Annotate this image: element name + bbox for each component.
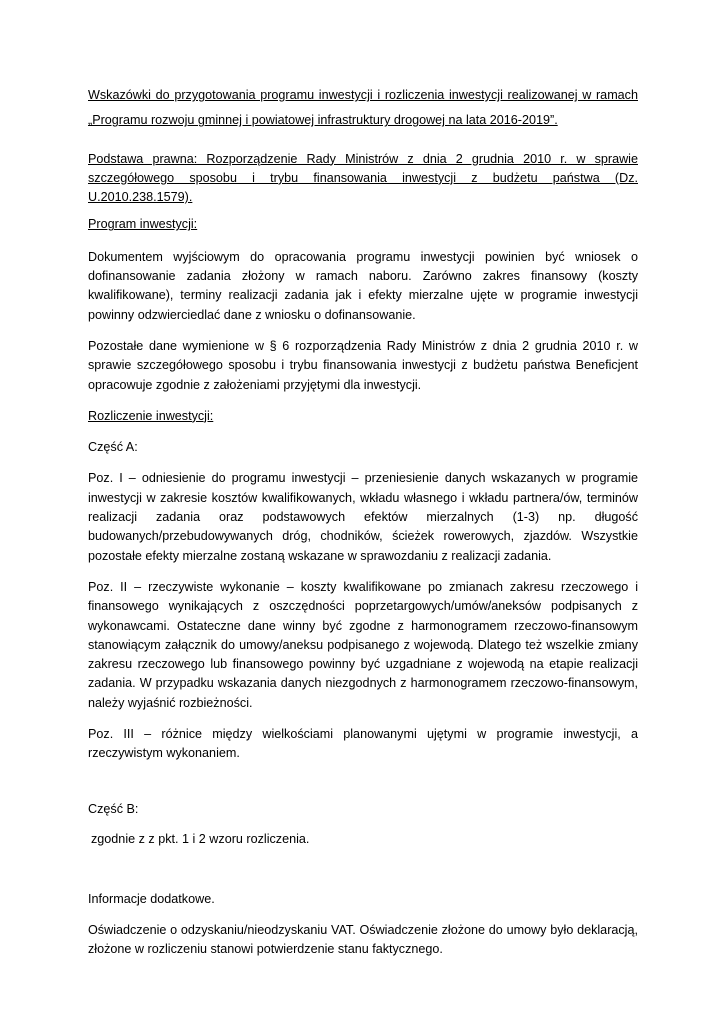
document-page: [88, 86, 638, 959]
part-b-text: zgodnie z z pkt. 1 i 2 wzoru rozliczenia.: [91, 831, 310, 846]
part-b-label: Część B:: [88, 801, 139, 816]
document-title-line-1: Wskazówki do przygotowania programu inwestycji i rozliczenia inwestycji realizowanej w ramach: [88, 88, 638, 102]
program-heading: Program inwestycji:: [88, 217, 198, 232]
program-paragraph-2: Pozostałe dane wymienione w § 6 rozporządzenia Rady Ministrów z dnia 2 grudnia 2010 r. w sprawie szczegółowego sposobu i trybu finansowania inwestycji z budżetu państwa Beneficjent opracowuje zgodnie z założeniami przyjętymi dla inwestycji.: [88, 338, 638, 392]
additional-info-heading: Informacje dodatkowe.: [88, 892, 215, 907]
document-title-line-2: „Programu rozwoju gminnej i powiatowej infrastruktury drogowej na lata 2016-2019”.: [88, 113, 558, 128]
part-a-label: Część A:: [88, 440, 138, 455]
settlement-heading: Rozliczenie inwestycji:: [88, 408, 214, 423]
part-a-position-1: Poz. I – odniesienie do programu inwestycji – przeniesienie danych wskazanych w programie inwestycji w zakresie kosztów kwalifikowanych, wkładu własnego i wkładu partnera/ów, terminów realizacji zadania oraz podstawowych efektów mierzalnych (1-3) np. długość budowanych/przebudowywanych dróg, chodników, ścieżek rowerowych, zjazdów. Wszystkie pozostałe efekty mierzalne zostaną wskazane w sprawozdaniu z realizacji zadania.: [88, 471, 638, 563]
additional-info-text: Oświadczenie o odzyskaniu/nieodzyskaniu VAT. Oświadczenie złożone do umowy było deklaracją, złożone w rozliczeniu stanowi potwierdzenie stanu faktycznego.: [88, 922, 638, 956]
part-a-position-2: Poz. II – rzeczywiste wykonanie – koszty kwalifikowane po zmianach zakresu rzeczowego i finansowego wynikających z oszczędności poprzetargowych/umów/aneksów podpisanych z wykonawcami. Ostateczne dane winny być zgodne z harmonogramem rzeczowo-finansowym stanowiącym załącznik do umowy/aneksu podpisanego z wojewodą. Dlatego też wszelkie zmiany zakresu rzeczowego lub finansowego powinny być uzgadniane z wojewodą na etapie realizacji zadania. W przypadku wskazania danych niezgodnych z harmonogramem rzeczowo-finansowym, należy wyjaśnić rozbieżności.: [88, 579, 638, 710]
program-paragraph-1: Dokumentem wyjściowym do opracowania programu inwestycji powinien być wniosek o dofinansowanie zadania złożony w ramach naboru. Zarówno zakres finansowy (koszty kwalifikowane), terminy realizacji zadania jak i efekty mierzalne ujęte w programie inwestycji powinny odzwierciedlać dane z wniosku o dofinansowanie.: [88, 249, 638, 322]
legal-basis: Podstawa prawna: Rozporządzenie Rady Ministrów z dnia 2 grudnia 2010 r. w sprawie szczegółowego sposobu i trybu finansowania inwestycji z budżetu państwa (Dz. U.2010.238.1579).: [88, 151, 638, 205]
part-a-position-3: Poz. III – różnice między wielkościami planowanymi ujętymi w programie inwestycji, a rzeczywistym wykonaniem.: [88, 727, 638, 761]
